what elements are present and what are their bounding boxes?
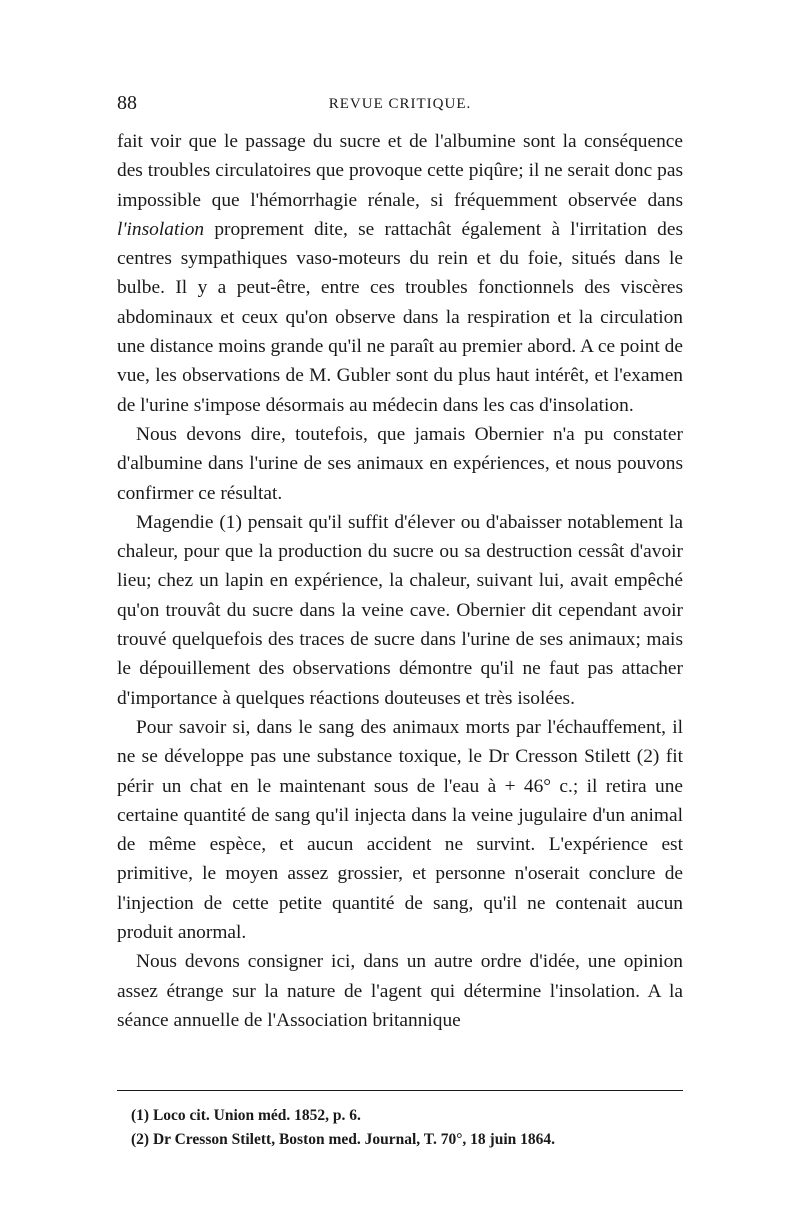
footnote-divider xyxy=(117,1090,683,1091)
paragraph-5: Nous devons consigner ici, dans un autre ordre d'idée, une opinion assez étrange sur la nature de l'agent qui détermine l'insolation. A la séance annuelle de l'Association britannique xyxy=(117,951,683,1031)
page-header xyxy=(117,92,683,122)
page-number: 88 xyxy=(117,92,137,114)
footnote-1: (1) Loco cit. Union méd. 1852, p. 6. xyxy=(131,1107,361,1124)
italic-term: l'insolation xyxy=(117,218,205,240)
paragraph-1 xyxy=(117,127,683,420)
footnote-2: (2) Dr Cresson Stilett, Boston med. Journal, T. 70°, 18 juin 1864. xyxy=(131,1131,556,1148)
footnotes xyxy=(131,1104,683,1152)
paragraph-2: Nous devons dire, toutefois, que jamais Obernier n'a pu constater d'albumine dans l'urine de ses animaux en expériences, et nous pouvons confirmer ce résultat. xyxy=(117,423,683,504)
paragraph-4: Pour savoir si, dans le sang des animaux morts par l'échauffement, il ne se développe pas une substance toxique, le Dr Cresson Stilett (2) fit périr un chat en le maintenant sous de l'eau à + 46° c.; il retira une certaine quantité de sang qu'il injecta dans la veine jugulaire d'un animal de même espèce, et aucun accident ne survint. L'expérience est primitive, le moyen assez grossier, et personne n'oserait conclure de l'injection de cette petite quantité de sang, qu'il ne contenait aucun produit anormal. xyxy=(117,716,683,944)
running-title: REVUE CRITIQUE. xyxy=(328,96,472,112)
body-text xyxy=(117,127,683,1035)
paragraph-1-part-a: fait voir que le passage du sucre et de l'albumine sont la conséquence des troubles circulatoires que provoque cette piqûre; il ne serait donc pas impossible que l'hémorrhagie rénale, si fréquemment observée dans xyxy=(117,131,683,211)
paragraph-3: Magendie (1) pensait qu'il suffit d'élever ou d'abaisser notablement la chaleur, pour que la production du sucre ou sa destruction cessât d'avoir lieu; chez un lapin en expérience, la chaleur, suivant lui, avait empêché qu'on trouvât du sucre dans la veine cave. Obernier dit cependant avoir trouvé quelquefois des traces de sucre dans l'urine de ses animaux; mais le dépouillement des observations démontre qu'il ne faut pas attacher d'importance à quelques réactions douteuses et très isolées. xyxy=(117,511,683,709)
paragraph-1-part-b: proprement dite, se rattachât également à l'irritation des centres sympathiques vaso-moteurs du rein et du foie, situés dans le bulbe. Il y a peut-être, entre ces troubles fonctionnels des viscères abdominaux et ceux qu'on observe dans la respiration et la circulation une distance moins grande qu'il ne paraît au premier abord. A ce point de vue, les observations de M. Gubler sont du plus haut intérêt, et l'examen de l'urine s'impose désormais au médecin dans les cas d'insolation. xyxy=(117,218,683,416)
